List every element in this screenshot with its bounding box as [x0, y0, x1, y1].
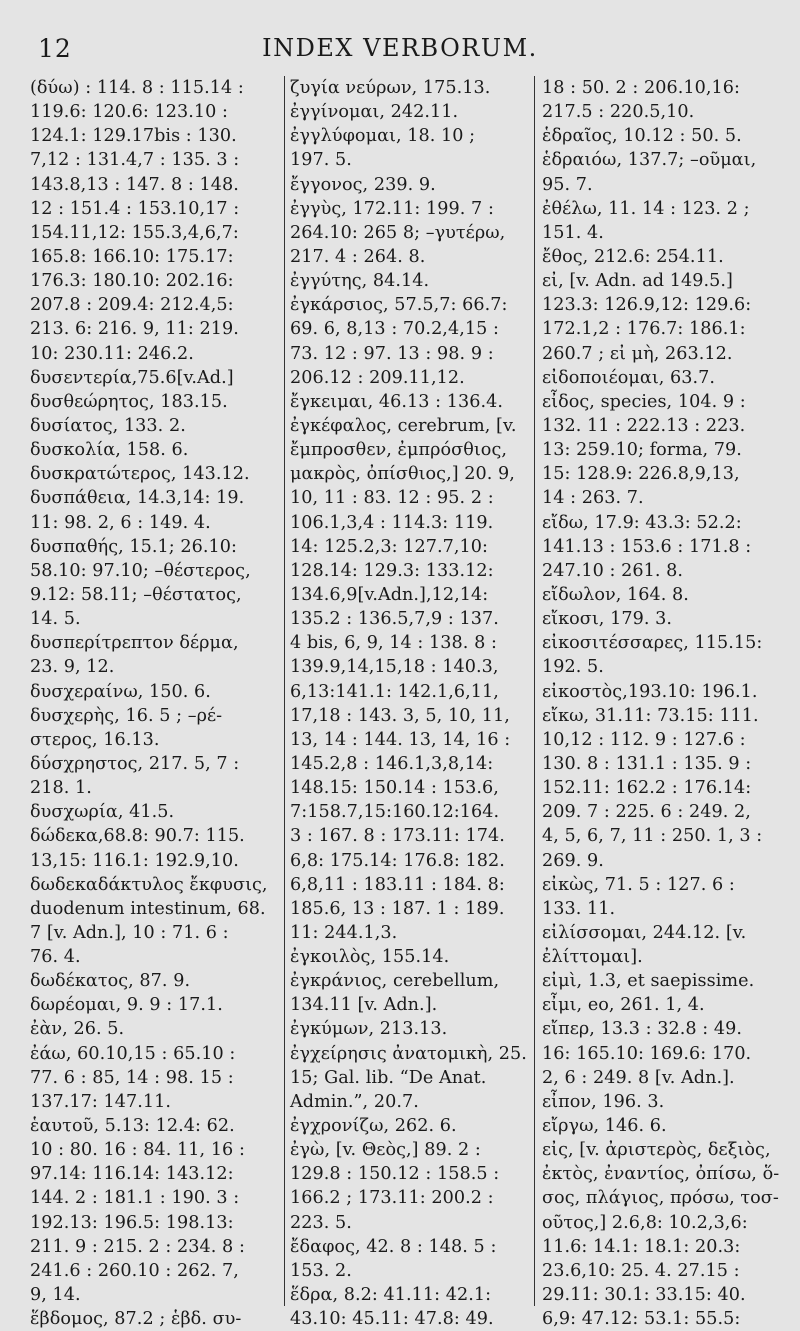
index-line: εἰλίσσομαι, 244.12. [v. [542, 922, 747, 943]
index-line: 6,9: 47.12: 53.1: 55.5: [542, 1309, 741, 1330]
index-line: ἐάω, 60.10,15 : 65.10 : [30, 1043, 236, 1064]
index-line: 211. 9 : 215. 2 : 234. 8 : [30, 1236, 245, 1257]
index-line: ἔθος, 212.6: 254.11. [542, 246, 724, 267]
page-number: 12 [38, 34, 72, 63]
index-line: εἶπον, 196. 3. [542, 1091, 665, 1112]
index-line: 218. 1. [30, 778, 92, 799]
index-line: ἑαυτοῦ, 5.13: 12.4: 62. [30, 1116, 235, 1137]
index-line: 11.6: 14.1: 18.1: 20.3: [542, 1236, 741, 1257]
index-line: 206.12 : 209.11,12. [290, 367, 465, 388]
index-line: 209. 7 : 225. 6 : 249. 2, [542, 802, 751, 823]
index-line: δυσπερίτρεπτον δέρμα, [30, 633, 239, 654]
index-line: 11: 98. 2, 6 : 149. 4. [30, 512, 211, 533]
index-line: 10,12 : 112. 9 : 127.6 : [542, 729, 746, 750]
index-line: 148.15: 150.14 : 153.6, [290, 778, 499, 799]
index-line: 58.10: 97.10; –θέστερος, [30, 560, 251, 581]
index-line: 77. 6 : 85, 14 : 98. 15 : [30, 1067, 234, 1088]
index-line: εἴπερ, 13.3 : 32.8 : 49. [542, 1019, 742, 1040]
index-line: 185.6, 13 : 187. 1 : 189. [290, 898, 505, 919]
index-line: 217. 4 : 264. 8. [290, 246, 426, 267]
column-rule-left [284, 76, 285, 1306]
index-column-1 [30, 76, 280, 1330]
index-line: δώδεκα,68.8: 90.7: 115. [30, 826, 245, 847]
index-line: ἐγχρονίζω, 262. 6. [290, 1116, 457, 1137]
index-line: ἑδραιόω, 137.7; –οῦμαι, [542, 150, 757, 171]
index-line: ἐγὼ, [v. Θεὸς,] 89. 2 : [290, 1140, 481, 1161]
index-line: 119.6: 120.6: 123.10 : [30, 102, 228, 123]
index-line: ἑδραῖος, 10.12 : 50. 5. [542, 126, 742, 147]
index-line: duodenum intestinum, 68. [30, 898, 266, 919]
index-line: ἕδρα, 8.2: 41.11: 42.1: [290, 1285, 492, 1306]
index-line: 166.2 ; 173.11: 200.2 : [290, 1188, 494, 1209]
index-line: 241.6 : 260.10 : 262. 7, [30, 1260, 239, 1281]
index-line: ἐὰν, 26. 5. [30, 1019, 125, 1040]
index-line: 13: 259.10; forma, 79. [542, 440, 742, 461]
index-line: 124.1: 129.17bis : 130. [30, 126, 237, 147]
index-line: ἕβδομος, 87.2 ; ἑβδ. συ- [30, 1309, 242, 1330]
index-line: (δύω) : 114. 8 : 115.14 : [30, 78, 244, 98]
index-line: δυσεντερία,75.6[v.Ad.] [30, 367, 234, 388]
index-line: 151. 4. [542, 222, 604, 243]
index-line: εἴκω, 31.11: 73.15: 111. [542, 705, 759, 726]
index-line: ἔδαφος, 42. 8 : 148. 5 : [290, 1236, 497, 1257]
index-line: 145.2,8 : 146.1,3,8,14: [290, 753, 494, 774]
index-line: 14 : 263. 7. [542, 488, 644, 509]
index-line: 133. 11. [542, 898, 616, 919]
column-rule-right [534, 76, 535, 1306]
index-line: ἔγγονος, 239. 9. [290, 174, 436, 195]
index-line: 9, 14. [30, 1285, 81, 1306]
index-line: εἰδοποιέομαι, 63.7. [542, 367, 716, 388]
index-line: μακρὸς, ὀπίσθιος,] 20. 9, [290, 464, 515, 485]
index-line: εἶδος, species, 104. 9 : [542, 391, 746, 412]
index-line: Admin.”, 20.7. [290, 1091, 419, 1112]
index-line: 2, 6 : 249. 8 [v. Adn.]. [542, 1067, 735, 1088]
index-line: 7:158.7,15:160.12:164. [290, 802, 500, 823]
index-line: 76. 4. [30, 947, 81, 968]
index-line: 260.7 ; εἰ μὴ, 263.12. [542, 343, 733, 364]
index-line: δυσχωρία, 41.5. [30, 802, 175, 823]
index-line: 10: 230.11: 246.2. [30, 343, 194, 364]
index-line: εἰ, [v. Adn. ad 149.5.] [542, 271, 733, 292]
index-line: 4, 5, 6, 7, 11 : 250. 1, 3 : [542, 826, 763, 847]
index-line: 247.10 : 261. 8. [542, 560, 684, 581]
index-line: δωρέομαι, 9. 9 : 17.1. [30, 995, 223, 1016]
index-line: 18 : 50. 2 : 206.10,16: [542, 78, 740, 98]
index-line: 69. 6, 8,13 : 70.2,4,15 : [290, 319, 499, 340]
index-line: 13, 14 : 144. 13, 14, 16 : [290, 729, 511, 750]
index-line: εἴδωλον, 164. 8. [542, 584, 689, 605]
index-line: 152.11: 162.2 : 176.14: [542, 778, 752, 799]
index-line: δυσχεραίνω, 150. 6. [30, 681, 211, 702]
index-line: εἰκοστὸς,193.10: 196.1. [542, 681, 758, 702]
index-line: 123.3: 126.9,12: 129.6: [542, 295, 752, 316]
index-line: 15: 128.9: 226.8,9,13, [542, 464, 740, 485]
index-line: εἰκοσιτέσσαρες, 115.15: [542, 633, 763, 654]
index-line: 130. 8 : 131.1 : 135. 9 : [542, 753, 752, 774]
index-line: 132. 11 : 222.13 : 223. [542, 415, 746, 436]
index-line: 269. 9. [542, 850, 604, 871]
index-line: 165.8: 166.10: 175.17: [30, 246, 234, 267]
index-line: εἴδω, 17.9: 43.3: 52.2: [542, 512, 742, 533]
index-line: ἐγγύτης, 84.14. [290, 271, 430, 292]
index-line: 73. 12 : 97. 13 : 98. 9 : [290, 343, 494, 364]
index-line: δυσπαθής, 15.1; 26.10: [30, 536, 238, 557]
index-line: 6,8,11 : 183.11 : 184. 8: [290, 874, 505, 895]
index-line: 95. 7. [542, 174, 593, 195]
index-line: 16: 165.10: 169.6: 170. [542, 1043, 752, 1064]
index-line: 207.8 : 209.4: 212.4,5: [30, 295, 234, 316]
index-line: δωδεκαδάκτυλος ἔκφυσις, [30, 874, 268, 895]
index-line: 6,8: 175.14: 176.8: 182. [290, 850, 505, 871]
index-line: δυσθεώρητος, 183.15. [30, 391, 228, 412]
index-line: δυσκρατώτερος, 143.12. [30, 464, 250, 485]
index-line: 141.13 : 153.6 : 171.8 : [542, 536, 752, 557]
index-line: δυσπάθεια, 14.3,14: 19. [30, 488, 245, 509]
index-line: 13,15: 116.1: 192.9,10. [30, 850, 239, 871]
index-line: 134.11 [v. Adn.]. [290, 995, 438, 1016]
index-line: 264.10: 265 8; –γυτέρω, [290, 222, 506, 243]
index-line: εἴργω, 146. 6. [542, 1116, 667, 1137]
index-line: εἴκοσι, 179. 3. [542, 609, 672, 630]
index-line: 9.12: 58.11; –θέστατος, [30, 584, 242, 605]
index-line: 4 bis, 6, 9, 14 : 138. 8 : [290, 633, 497, 654]
index-line: 192. 5. [542, 657, 604, 678]
index-line: 23. 9, 12. [30, 657, 115, 678]
index-line: 17,18 : 143. 3, 5, 10, 11, [290, 705, 510, 726]
index-line: 129.8 : 150.12 : 158.5 : [290, 1164, 500, 1185]
index-line: 15; Gal. lib. “De Anat. [290, 1067, 487, 1088]
index-line: 97.14: 116.14: 143.12: [30, 1164, 234, 1185]
index-line: 217.5 : 220.5,10. [542, 102, 695, 123]
index-line: οῦτος,] 2.6,8: 10.2,3,6: [542, 1212, 748, 1233]
index-line: εἰμὶ, 1.3, et saepissime. [542, 971, 755, 992]
index-line: ἐγγλύφομαι, 18. 10 ; [290, 126, 476, 147]
index-line: 43.10: 45.11: 47.8: 49. [290, 1309, 494, 1330]
index-line: 213. 6: 216. 9, 11: 219. [30, 319, 239, 340]
index-line: δυσχερὴς, 16. 5 ; –ρέ- [30, 705, 223, 726]
index-line: σος, πλάγιος, πρόσω, τοσ- [542, 1188, 779, 1209]
index-line: στερος, 16.13. [30, 729, 160, 750]
index-line: 153. 2. [290, 1260, 352, 1281]
index-line: 128.14: 129.3: 133.12: [290, 560, 494, 581]
index-line: ἐθέλω, 11. 14 : 123. 2 ; [542, 198, 750, 219]
index-line: 14: 125.2,3: 127.7,10: [290, 536, 488, 557]
index-line: ἐγχείρησις ἀνατομικὴ, 25. [290, 1043, 527, 1064]
index-line: 137.17: 147.11. [30, 1091, 171, 1112]
index-line: 11: 244.1,3. [290, 922, 398, 943]
index-line: ἐλίττομαι]. [542, 947, 643, 968]
index-line: 6,13:141.1: 142.1,6,11, [290, 681, 499, 702]
index-line: εἶμι, eo, 261. 1, 4. [542, 995, 705, 1016]
index-line: 176.3: 180.10: 202.16: [30, 271, 234, 292]
index-column-3 [542, 76, 792, 1330]
index-line: ἐγκάρσιος, 57.5,7: 66.7: [290, 295, 508, 316]
index-line: 143.8,13 : 147. 8 : 148. [30, 174, 239, 195]
index-line: ἐγκύμων, 213.13. [290, 1019, 448, 1040]
running-head: INDEX VERBORUM. [262, 34, 538, 62]
index-line: 14. 5. [30, 609, 81, 630]
index-line: δυσκολία, 158. 6. [30, 440, 189, 461]
index-line: 12 : 151.4 : 153.10,17 : [30, 198, 240, 219]
index-line: 192.13: 196.5: 198.13: [30, 1212, 234, 1233]
index-line: ζυγία νεύρων, 175.13. [290, 78, 491, 98]
index-line: ἐγκοιλὸς, 155.14. [290, 947, 450, 968]
index-line: δύσχρηστος, 217. 5, 7 : [30, 753, 240, 774]
index-line: ἔγκειμαι, 46.13 : 136.4. [290, 391, 504, 412]
index-line: 135.2 : 136.5,7,9 : 137. [290, 609, 499, 630]
index-line: 10 : 80. 16 : 84. 11, 16 : [30, 1140, 245, 1161]
index-line: 144. 2 : 181.1 : 190. 3 : [30, 1188, 240, 1209]
index-line: 29.11: 30.1: 33.15: 40. [542, 1285, 746, 1306]
index-line: 23.6,10: 25. 4. 27.15 : [542, 1260, 740, 1281]
index-line: ἐκτὸς, ἐναντίος, ὀπίσω, ὅ- [542, 1164, 780, 1185]
index-line: ἐγγὺς, 172.11: 199. 7 : [290, 198, 494, 219]
index-line: 139.9,14,15,18 : 140.3, [290, 657, 499, 678]
index-line: 197. 5. [290, 150, 352, 171]
index-line: 3 : 167. 8 : 173.11: 174. [290, 826, 505, 847]
index-line: 172.1,2 : 176.7: 186.1: [542, 319, 746, 340]
index-line: 154.11,12: 155.3,4,6,7: [30, 222, 239, 243]
index-line: ἐγγίνομαι, 242.11. [290, 102, 459, 123]
index-line: εἰκὼς, 71. 5 : 127. 6 : [542, 874, 735, 895]
index-line: 223. 5. [290, 1212, 352, 1233]
index-line: 106.1,3,4 : 114.3: 119. [290, 512, 494, 533]
index-line: 10, 11 : 83. 12 : 95. 2 : [290, 488, 494, 509]
index-line: δωδέκατος, 87. 9. [30, 971, 191, 992]
index-line: ἔμπροσθεν, ἐμπρόσθιος, [290, 440, 507, 461]
index-line: 7 [v. Adn.], 10 : 71. 6 : [30, 922, 229, 943]
index-line: δυσίατος, 133. 2. [30, 415, 186, 436]
index-line: 7,12 : 131.4,7 : 135. 3 : [30, 150, 240, 171]
index-line: 134.6,9[v.Adn.],12,14: [290, 584, 489, 605]
index-column-2 [290, 76, 530, 1330]
index-line: ἐγκέφαλος, cerebrum, [v. [290, 415, 517, 436]
index-line: ἐγκράνιος, cerebellum, [290, 971, 500, 992]
index-line: εἰς, [v. ἀριστερὸς, δεξιὸς, [542, 1140, 771, 1161]
